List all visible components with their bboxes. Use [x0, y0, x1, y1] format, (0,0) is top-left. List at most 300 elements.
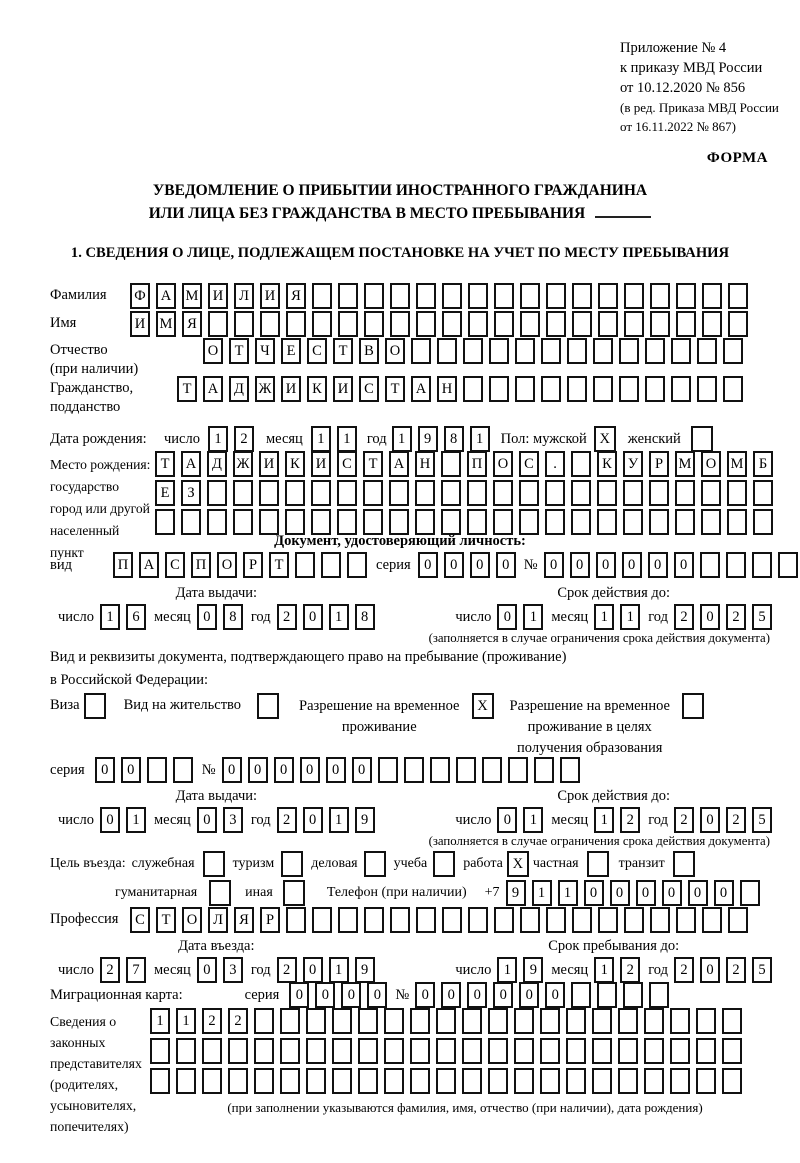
char-cell[interactable]: Д	[229, 376, 249, 402]
char-cell[interactable]	[202, 1038, 222, 1064]
char-cell[interactable]	[598, 283, 618, 309]
char-cell[interactable]	[207, 509, 227, 535]
char-cell[interactable]	[623, 509, 643, 535]
char-cell[interactable]	[467, 509, 487, 535]
char-cell[interactable]	[332, 1068, 352, 1094]
char-cell[interactable]: 0	[596, 552, 616, 578]
char-cell[interactable]: 2	[620, 807, 640, 833]
char-cell[interactable]	[442, 907, 462, 933]
char-cell[interactable]	[259, 509, 279, 535]
char-cell[interactable]: О	[701, 451, 721, 477]
char-cell[interactable]	[623, 480, 643, 506]
char-cell[interactable]	[358, 1038, 378, 1064]
char-cell[interactable]: Я	[286, 283, 306, 309]
char-cell[interactable]: К	[597, 451, 617, 477]
char-cell[interactable]	[312, 907, 332, 933]
char-cell[interactable]	[697, 376, 717, 402]
char-cell[interactable]: 0	[100, 807, 120, 833]
char-cell[interactable]	[650, 907, 670, 933]
char-cell[interactable]	[441, 480, 461, 506]
char-cell[interactable]	[462, 1068, 482, 1094]
char-cell[interactable]: Л	[208, 907, 228, 933]
residence-permit-checkbox[interactable]	[257, 693, 279, 719]
char-cell[interactable]	[416, 907, 436, 933]
char-cell[interactable]: П	[191, 552, 211, 578]
char-cell[interactable]	[778, 552, 798, 578]
char-cell[interactable]: М	[182, 283, 202, 309]
char-cell[interactable]: О	[385, 338, 405, 364]
char-cell[interactable]: 2	[674, 957, 694, 983]
char-cell[interactable]	[332, 1008, 352, 1034]
char-cell[interactable]	[494, 311, 514, 337]
char-cell[interactable]	[649, 982, 669, 1008]
char-cell[interactable]	[254, 1008, 274, 1034]
char-cell[interactable]: Т	[333, 338, 353, 364]
char-cell[interactable]: 1	[594, 957, 614, 983]
char-cell[interactable]: 8	[444, 426, 464, 452]
char-cell[interactable]: 0	[197, 957, 217, 983]
char-cell[interactable]	[337, 509, 357, 535]
char-cell[interactable]	[624, 283, 644, 309]
char-cell[interactable]	[488, 1038, 508, 1064]
char-cell[interactable]	[567, 376, 587, 402]
char-cell[interactable]	[618, 1008, 638, 1034]
char-cell[interactable]	[208, 311, 228, 337]
char-cell[interactable]: 0	[662, 880, 682, 906]
char-cell[interactable]	[389, 480, 409, 506]
char-cell[interactable]: 0	[636, 880, 656, 906]
char-cell[interactable]	[442, 311, 462, 337]
char-cell[interactable]: И	[130, 311, 150, 337]
temp-residence-checkbox[interactable]: X	[472, 693, 494, 719]
char-cell[interactable]: 0	[700, 807, 720, 833]
char-cell[interactable]	[456, 757, 476, 783]
char-cell[interactable]	[234, 311, 254, 337]
char-cell[interactable]: 0	[415, 982, 435, 1008]
char-cell[interactable]: Л	[234, 283, 254, 309]
char-cell[interactable]: У	[623, 451, 643, 477]
char-cell[interactable]	[726, 552, 746, 578]
char-cell[interactable]: 2	[234, 426, 254, 452]
char-cell[interactable]: 0	[303, 604, 323, 630]
female-checkbox[interactable]	[691, 426, 713, 452]
char-cell[interactable]	[571, 982, 591, 1008]
char-cell[interactable]	[701, 480, 721, 506]
char-cell[interactable]	[468, 907, 488, 933]
char-cell[interactable]: С	[337, 451, 357, 477]
char-cell[interactable]: А	[389, 451, 409, 477]
char-cell[interactable]: 2	[277, 604, 297, 630]
char-cell[interactable]: 0	[367, 982, 387, 1008]
char-cell[interactable]: 0	[700, 604, 720, 630]
char-cell[interactable]	[696, 1038, 716, 1064]
char-cell[interactable]	[259, 480, 279, 506]
char-cell[interactable]: 0	[197, 807, 217, 833]
char-cell[interactable]	[722, 1008, 742, 1034]
char-cell[interactable]	[436, 1068, 456, 1094]
char-cell[interactable]	[624, 907, 644, 933]
char-cell[interactable]: Р	[649, 451, 669, 477]
char-cell[interactable]: 1	[497, 957, 517, 983]
char-cell[interactable]: Р	[243, 552, 263, 578]
char-cell[interactable]: С	[519, 451, 539, 477]
char-cell[interactable]	[514, 1038, 534, 1064]
char-cell[interactable]	[514, 1008, 534, 1034]
char-cell[interactable]	[176, 1038, 196, 1064]
char-cell[interactable]	[411, 338, 431, 364]
char-cell[interactable]	[545, 480, 565, 506]
char-cell[interactable]	[312, 283, 332, 309]
char-cell[interactable]	[384, 1008, 404, 1034]
char-cell[interactable]	[441, 509, 461, 535]
char-cell[interactable]: Т	[363, 451, 383, 477]
char-cell[interactable]: Д	[207, 451, 227, 477]
char-cell[interactable]: 0	[497, 604, 517, 630]
char-cell[interactable]: 0	[584, 880, 604, 906]
char-cell[interactable]	[155, 509, 175, 535]
char-cell[interactable]	[592, 1038, 612, 1064]
char-cell[interactable]	[390, 283, 410, 309]
char-cell[interactable]: И	[208, 283, 228, 309]
char-cell[interactable]	[416, 283, 436, 309]
char-cell[interactable]: 0	[674, 552, 694, 578]
char-cell[interactable]: О	[203, 338, 223, 364]
char-cell[interactable]: 5	[752, 604, 772, 630]
char-cell[interactable]: 1	[176, 1008, 196, 1034]
purpose-transit-checkbox[interactable]	[673, 851, 695, 877]
char-cell[interactable]	[233, 509, 253, 535]
char-cell[interactable]: Т	[385, 376, 405, 402]
char-cell[interactable]	[410, 1008, 430, 1034]
char-cell[interactable]: С	[165, 552, 185, 578]
purpose-business-checkbox[interactable]	[364, 851, 386, 877]
char-cell[interactable]	[572, 907, 592, 933]
char-cell[interactable]	[311, 480, 331, 506]
char-cell[interactable]: В	[359, 338, 379, 364]
char-cell[interactable]	[363, 509, 383, 535]
char-cell[interactable]: Т	[177, 376, 197, 402]
char-cell[interactable]: 0	[418, 552, 438, 578]
char-cell[interactable]	[462, 1038, 482, 1064]
char-cell[interactable]: Н	[415, 451, 435, 477]
char-cell[interactable]: 2	[726, 604, 746, 630]
char-cell[interactable]	[675, 480, 695, 506]
char-cell[interactable]	[722, 1068, 742, 1094]
char-cell[interactable]: 0	[622, 552, 642, 578]
char-cell[interactable]	[489, 376, 509, 402]
purpose-other-checkbox[interactable]	[283, 880, 305, 906]
char-cell[interactable]	[727, 509, 747, 535]
char-cell[interactable]	[649, 480, 669, 506]
char-cell[interactable]	[701, 509, 721, 535]
char-cell[interactable]: 1	[558, 880, 578, 906]
char-cell[interactable]	[280, 1038, 300, 1064]
char-cell[interactable]: 1	[470, 426, 490, 452]
char-cell[interactable]: 8	[223, 604, 243, 630]
char-cell[interactable]	[436, 1038, 456, 1064]
char-cell[interactable]	[671, 338, 691, 364]
char-cell[interactable]: 0	[326, 757, 346, 783]
char-cell[interactable]	[571, 509, 591, 535]
char-cell[interactable]: 1	[150, 1008, 170, 1034]
char-cell[interactable]: 0	[648, 552, 668, 578]
char-cell[interactable]	[358, 1008, 378, 1034]
char-cell[interactable]	[541, 376, 561, 402]
char-cell[interactable]	[286, 907, 306, 933]
char-cell[interactable]	[147, 757, 167, 783]
char-cell[interactable]	[670, 1038, 690, 1064]
char-cell[interactable]	[280, 1008, 300, 1034]
char-cell[interactable]	[571, 451, 591, 477]
char-cell[interactable]	[645, 376, 665, 402]
char-cell[interactable]: 0	[700, 957, 720, 983]
char-cell[interactable]	[593, 338, 613, 364]
edu-residence-checkbox[interactable]	[682, 693, 704, 719]
char-cell[interactable]	[572, 283, 592, 309]
char-cell[interactable]: 0	[497, 807, 517, 833]
char-cell[interactable]: 9	[418, 426, 438, 452]
char-cell[interactable]: М	[675, 451, 695, 477]
char-cell[interactable]: К	[307, 376, 327, 402]
char-cell[interactable]	[670, 1008, 690, 1034]
char-cell[interactable]: 2	[726, 957, 746, 983]
char-cell[interactable]: С	[307, 338, 327, 364]
char-cell[interactable]: 0	[303, 957, 323, 983]
char-cell[interactable]: 0	[341, 982, 361, 1008]
char-cell[interactable]	[482, 757, 502, 783]
char-cell[interactable]: 5	[752, 957, 772, 983]
char-cell[interactable]: Е	[155, 480, 175, 506]
char-cell[interactable]	[752, 552, 772, 578]
char-cell[interactable]: Н	[437, 376, 457, 402]
male-checkbox[interactable]: X	[594, 426, 616, 452]
char-cell[interactable]: 1	[594, 604, 614, 630]
char-cell[interactable]: К	[285, 451, 305, 477]
char-cell[interactable]: 2	[620, 957, 640, 983]
char-cell[interactable]	[493, 509, 513, 535]
char-cell[interactable]	[623, 982, 643, 1008]
char-cell[interactable]: 8	[355, 604, 375, 630]
char-cell[interactable]	[332, 1038, 352, 1064]
char-cell[interactable]	[337, 480, 357, 506]
char-cell[interactable]: А	[203, 376, 223, 402]
char-cell[interactable]	[597, 509, 617, 535]
char-cell[interactable]	[462, 1008, 482, 1034]
char-cell[interactable]: 1	[329, 604, 349, 630]
char-cell[interactable]: 9	[523, 957, 543, 983]
char-cell[interactable]	[618, 1038, 638, 1064]
char-cell[interactable]	[173, 757, 193, 783]
char-cell[interactable]	[150, 1068, 170, 1094]
char-cell[interactable]	[597, 982, 617, 1008]
char-cell[interactable]	[598, 311, 618, 337]
char-cell[interactable]: И	[260, 283, 280, 309]
char-cell[interactable]: Я	[234, 907, 254, 933]
char-cell[interactable]: И	[259, 451, 279, 477]
char-cell[interactable]	[311, 509, 331, 535]
char-cell[interactable]: Ж	[255, 376, 275, 402]
char-cell[interactable]	[384, 1068, 404, 1094]
char-cell[interactable]	[494, 283, 514, 309]
char-cell[interactable]: 6	[126, 604, 146, 630]
char-cell[interactable]	[676, 907, 696, 933]
char-cell[interactable]	[228, 1038, 248, 1064]
char-cell[interactable]	[649, 509, 669, 535]
char-cell[interactable]	[363, 480, 383, 506]
char-cell[interactable]	[572, 311, 592, 337]
char-cell[interactable]: А	[411, 376, 431, 402]
char-cell[interactable]	[520, 907, 540, 933]
char-cell[interactable]	[468, 311, 488, 337]
char-cell[interactable]	[338, 907, 358, 933]
char-cell[interactable]	[515, 376, 535, 402]
char-cell[interactable]: 2	[202, 1008, 222, 1034]
char-cell[interactable]: Т	[155, 451, 175, 477]
char-cell[interactable]	[280, 1068, 300, 1094]
char-cell[interactable]: А	[156, 283, 176, 309]
char-cell[interactable]	[670, 1068, 690, 1094]
char-cell[interactable]: 0	[274, 757, 294, 783]
char-cell[interactable]	[150, 1038, 170, 1064]
char-cell[interactable]: 1	[329, 957, 349, 983]
char-cell[interactable]: 1	[620, 604, 640, 630]
char-cell[interactable]: Т	[156, 907, 176, 933]
char-cell[interactable]: 0	[352, 757, 372, 783]
char-cell[interactable]: 1	[523, 807, 543, 833]
char-cell[interactable]	[378, 757, 398, 783]
char-cell[interactable]: 0	[289, 982, 309, 1008]
char-cell[interactable]	[358, 1068, 378, 1094]
purpose-study-checkbox[interactable]	[433, 851, 455, 877]
char-cell[interactable]	[493, 480, 513, 506]
char-cell[interactable]: 0	[519, 982, 539, 1008]
char-cell[interactable]	[753, 480, 773, 506]
char-cell[interactable]	[295, 552, 315, 578]
char-cell[interactable]	[364, 907, 384, 933]
char-cell[interactable]: 9	[506, 880, 526, 906]
char-cell[interactable]: А	[181, 451, 201, 477]
char-cell[interactable]: 0	[493, 982, 513, 1008]
char-cell[interactable]	[202, 1068, 222, 1094]
char-cell[interactable]: Ф	[130, 283, 150, 309]
char-cell[interactable]	[676, 283, 696, 309]
char-cell[interactable]	[306, 1068, 326, 1094]
char-cell[interactable]	[233, 480, 253, 506]
char-cell[interactable]	[546, 283, 566, 309]
char-cell[interactable]: 0	[315, 982, 335, 1008]
char-cell[interactable]	[540, 1038, 560, 1064]
char-cell[interactable]	[619, 376, 639, 402]
char-cell[interactable]	[254, 1038, 274, 1064]
char-cell[interactable]	[430, 757, 450, 783]
char-cell[interactable]: 9	[355, 807, 375, 833]
purpose-humanitarian-checkbox[interactable]	[209, 880, 231, 906]
char-cell[interactable]: 0	[444, 552, 464, 578]
char-cell[interactable]: 1	[329, 807, 349, 833]
char-cell[interactable]: 0	[95, 757, 115, 783]
char-cell[interactable]	[675, 509, 695, 535]
char-cell[interactable]	[390, 311, 410, 337]
char-cell[interactable]	[415, 509, 435, 535]
char-cell[interactable]	[436, 1008, 456, 1034]
char-cell[interactable]	[619, 338, 639, 364]
char-cell[interactable]	[697, 338, 717, 364]
char-cell[interactable]	[696, 1068, 716, 1094]
char-cell[interactable]	[540, 1008, 560, 1034]
char-cell[interactable]	[260, 311, 280, 337]
char-cell[interactable]	[593, 376, 613, 402]
char-cell[interactable]	[321, 552, 341, 578]
char-cell[interactable]	[514, 1068, 534, 1094]
char-cell[interactable]	[728, 311, 748, 337]
char-cell[interactable]	[494, 907, 514, 933]
char-cell[interactable]: 0	[570, 552, 590, 578]
char-cell[interactable]: 5	[752, 807, 772, 833]
char-cell[interactable]: 2	[674, 604, 694, 630]
char-cell[interactable]	[644, 1068, 664, 1094]
char-cell[interactable]	[723, 338, 743, 364]
char-cell[interactable]	[534, 757, 554, 783]
char-cell[interactable]	[520, 283, 540, 309]
char-cell[interactable]	[364, 283, 384, 309]
purpose-work-checkbox[interactable]: X	[507, 851, 529, 877]
char-cell[interactable]	[571, 480, 591, 506]
char-cell[interactable]	[592, 1068, 612, 1094]
char-cell[interactable]	[468, 283, 488, 309]
char-cell[interactable]: 0	[222, 757, 242, 783]
char-cell[interactable]: А	[139, 552, 159, 578]
char-cell[interactable]: З	[181, 480, 201, 506]
char-cell[interactable]	[671, 376, 691, 402]
char-cell[interactable]	[700, 552, 720, 578]
char-cell[interactable]	[644, 1008, 664, 1034]
char-cell[interactable]	[415, 480, 435, 506]
char-cell[interactable]: Е	[281, 338, 301, 364]
char-cell[interactable]	[566, 1038, 586, 1064]
char-cell[interactable]: М	[156, 311, 176, 337]
char-cell[interactable]: 1	[208, 426, 228, 452]
char-cell[interactable]: С	[359, 376, 379, 402]
char-cell[interactable]: Ч	[255, 338, 275, 364]
char-cell[interactable]	[598, 907, 618, 933]
visa-checkbox[interactable]	[84, 693, 106, 719]
purpose-tourism-checkbox[interactable]	[281, 851, 303, 877]
char-cell[interactable]	[441, 451, 461, 477]
char-cell[interactable]	[389, 509, 409, 535]
char-cell[interactable]	[410, 1068, 430, 1094]
char-cell[interactable]	[463, 338, 483, 364]
char-cell[interactable]	[364, 311, 384, 337]
char-cell[interactable]: И	[333, 376, 353, 402]
char-cell[interactable]	[702, 907, 722, 933]
char-cell[interactable]	[181, 509, 201, 535]
char-cell[interactable]	[515, 338, 535, 364]
char-cell[interactable]	[597, 480, 617, 506]
char-cell[interactable]: 1	[126, 807, 146, 833]
char-cell[interactable]	[727, 480, 747, 506]
char-cell[interactable]	[702, 283, 722, 309]
char-cell[interactable]	[338, 283, 358, 309]
char-cell[interactable]: П	[467, 451, 487, 477]
char-cell[interactable]: 9	[355, 957, 375, 983]
char-cell[interactable]	[442, 283, 462, 309]
char-cell[interactable]: 7	[126, 957, 146, 983]
char-cell[interactable]: 1	[100, 604, 120, 630]
char-cell[interactable]	[546, 311, 566, 337]
char-cell[interactable]: О	[217, 552, 237, 578]
char-cell[interactable]	[285, 509, 305, 535]
char-cell[interactable]	[545, 509, 565, 535]
